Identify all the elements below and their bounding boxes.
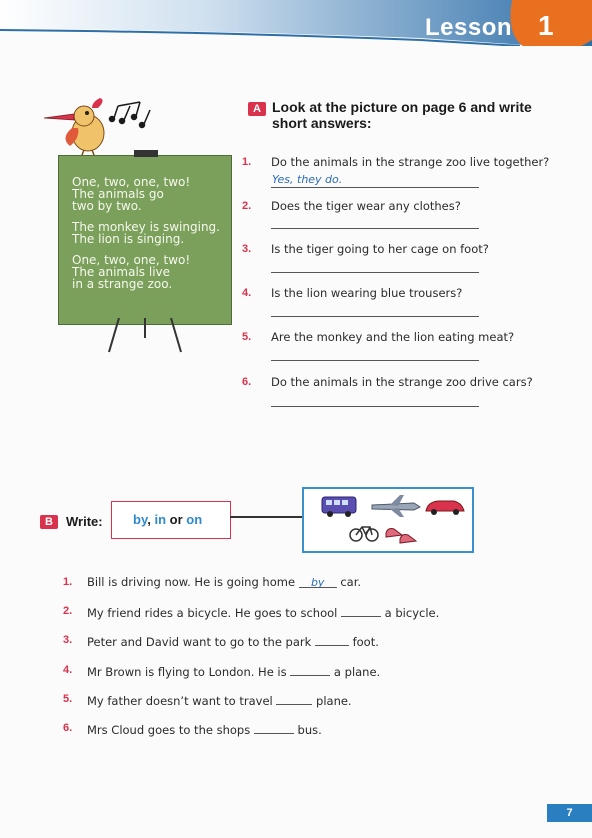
sentence-start: Peter and David want to go to the park bbox=[87, 635, 315, 649]
answer-line[interactable] bbox=[271, 316, 479, 317]
transport-picture-box bbox=[302, 487, 474, 553]
exercise-number: 4. bbox=[63, 664, 73, 676]
exercise-sentence bbox=[87, 663, 380, 679]
word-by: by bbox=[133, 512, 148, 527]
question-text: Does the tiger wear any clothes? bbox=[271, 199, 461, 213]
word-on: on bbox=[186, 512, 203, 527]
sentence-start: My father doesn’t want to travel bbox=[87, 694, 277, 708]
question-text: Is the tiger going to her cage on foot? bbox=[271, 242, 489, 256]
answer-line[interactable] bbox=[271, 228, 479, 229]
exercise-number: 1. bbox=[63, 576, 73, 588]
blank-answer: by bbox=[310, 576, 325, 589]
section-b-instruction: Write: bbox=[66, 514, 103, 529]
exercise-number: 3. bbox=[63, 634, 73, 646]
connector-line bbox=[230, 516, 302, 518]
answer-blank[interactable] bbox=[276, 692, 312, 705]
question-number: 3. bbox=[242, 243, 252, 255]
answer-line[interactable] bbox=[271, 406, 479, 407]
shoes-icon bbox=[386, 529, 416, 544]
answer-line[interactable] bbox=[271, 360, 479, 361]
sentence-start: Mr Brown is flying to London. He is bbox=[87, 665, 291, 679]
lesson-title: Lesson bbox=[425, 14, 513, 41]
question-number: 5. bbox=[242, 331, 252, 343]
poem-stanza bbox=[72, 176, 222, 212]
sentence-end: car. bbox=[336, 575, 362, 589]
question-number: 1. bbox=[242, 156, 252, 168]
question-number: 2. bbox=[242, 200, 252, 212]
sentence-start: My friend rides a bicycle. He goes to school bbox=[87, 606, 342, 620]
word-box-text bbox=[133, 512, 202, 527]
poem-line: in a strange zoo. bbox=[72, 277, 173, 291]
sentence-end: bus. bbox=[293, 723, 322, 737]
poem-stanza bbox=[72, 221, 222, 245]
sentence-end: foot. bbox=[348, 635, 379, 649]
poem-line: The monkey is swinging. bbox=[72, 220, 220, 234]
poem-line: The animals go bbox=[72, 187, 164, 201]
plane-icon bbox=[372, 495, 420, 517]
sentence-end: plane. bbox=[312, 694, 352, 708]
sentence-start: Bill is driving now. He is going home bbox=[87, 575, 299, 589]
section-a-instruction: Look at the picture on page 6 and write short answers: bbox=[272, 99, 532, 131]
poem-line: The animals live bbox=[72, 265, 171, 279]
question-text: Do the animals in the strange zoo live together? bbox=[271, 155, 550, 169]
exercise-number: 2. bbox=[63, 605, 73, 617]
question-text: Are the monkey and the lion eating meat? bbox=[271, 330, 515, 344]
poem-text bbox=[72, 176, 222, 299]
exercise-sentence bbox=[87, 604, 439, 620]
board-clip-icon bbox=[134, 150, 158, 157]
answer-line[interactable] bbox=[271, 272, 479, 273]
answer-blank[interactable] bbox=[315, 633, 349, 646]
easel-legs bbox=[95, 318, 195, 358]
answer-blank[interactable] bbox=[254, 721, 294, 734]
answer-text[interactable]: Yes, they do. bbox=[272, 173, 343, 186]
sentence-end: a bicycle. bbox=[381, 606, 440, 620]
poem-stanza bbox=[72, 254, 222, 290]
question-number: 4. bbox=[242, 287, 252, 299]
section-a-badge: A bbox=[248, 102, 266, 116]
poem-line: two by two. bbox=[72, 199, 142, 213]
exercise-sentence bbox=[87, 692, 352, 708]
exercise-number: 5. bbox=[63, 693, 73, 705]
car-icon bbox=[426, 501, 464, 515]
poem-line: The lion is singing. bbox=[72, 232, 185, 246]
answer-line[interactable] bbox=[271, 187, 479, 188]
exercise-sentence bbox=[87, 575, 361, 589]
question-number: 6. bbox=[242, 376, 252, 388]
bus-icon bbox=[322, 497, 356, 517]
exercise-sentence bbox=[87, 721, 322, 737]
exercise-sentence bbox=[87, 633, 379, 649]
poem-line: One, two, one, two! bbox=[72, 175, 191, 189]
poem-line: One, two, one, two! bbox=[72, 253, 191, 267]
sentence-end: a plane. bbox=[330, 665, 381, 679]
answer-blank[interactable] bbox=[290, 663, 330, 676]
section-b-badge: B bbox=[40, 515, 58, 529]
sentence-start: Mrs Cloud goes to the shops bbox=[87, 723, 254, 737]
page-number: 7 bbox=[547, 804, 592, 822]
word-in: in bbox=[154, 512, 167, 527]
bicycle-icon bbox=[350, 527, 378, 541]
answer-blank[interactable] bbox=[299, 575, 337, 588]
question-text: Do the animals in the strange zoo drive cars? bbox=[271, 375, 533, 389]
question-text: Is the lion wearing blue trousers? bbox=[271, 286, 463, 300]
transport-icons bbox=[304, 489, 472, 551]
word-separator: , bbox=[147, 512, 155, 527]
answer-blank[interactable] bbox=[341, 604, 381, 617]
word-or: or bbox=[166, 512, 187, 527]
exercise-number: 6. bbox=[63, 722, 73, 734]
lesson-number: 1 bbox=[538, 10, 554, 41]
